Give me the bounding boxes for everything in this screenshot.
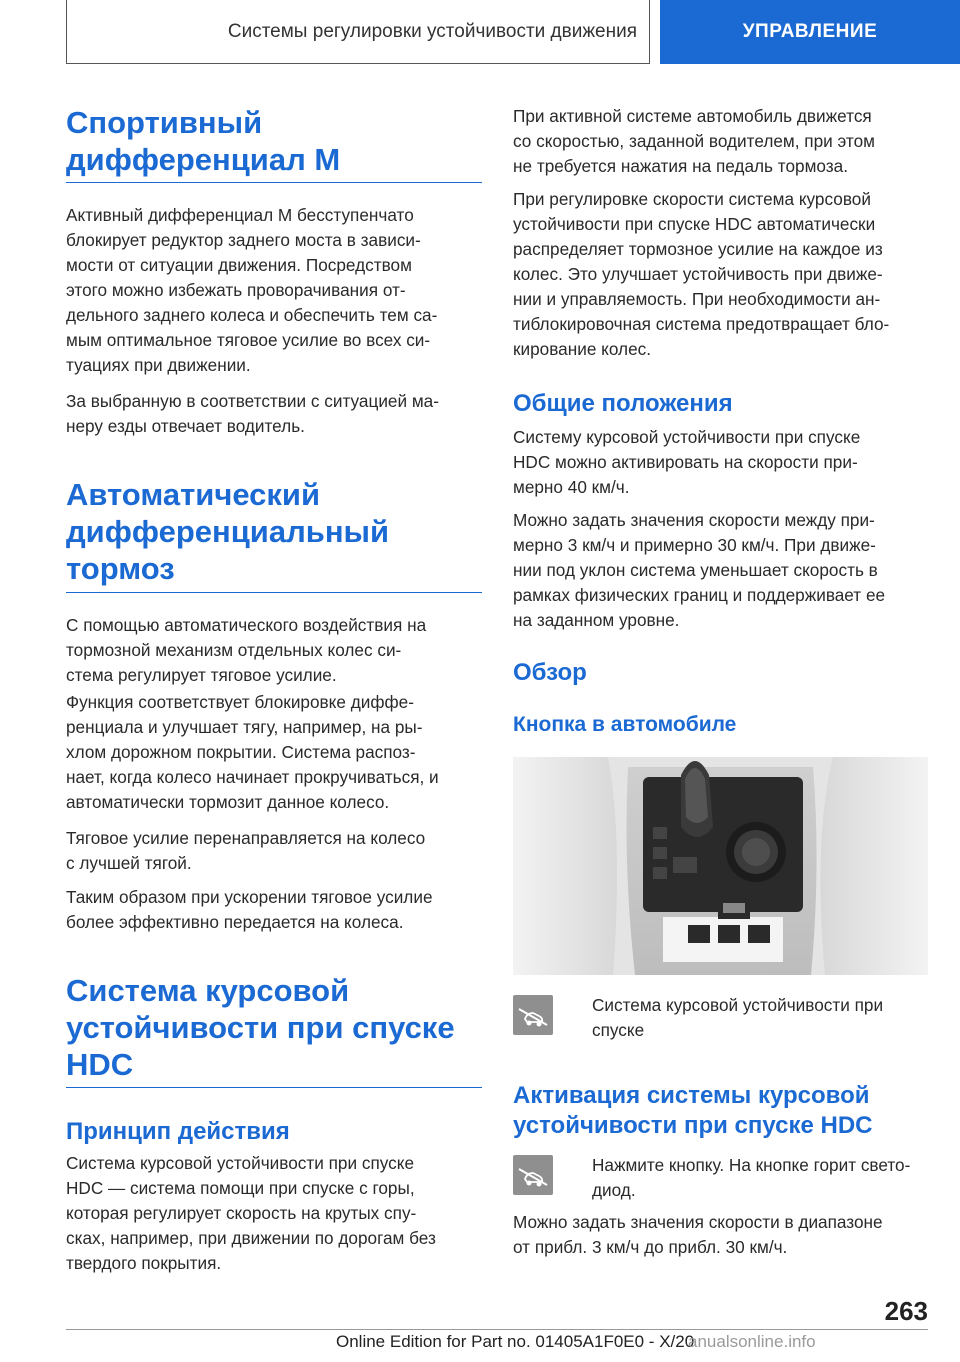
text-line: Таким образом при ускорении тяговое усилие [66, 887, 433, 907]
text-line: сках, например, при движении по дорогам без [66, 1228, 436, 1248]
text-line: диод. [592, 1180, 636, 1200]
heading-rule [66, 1087, 482, 1088]
text-line: кирование колес. [513, 339, 652, 359]
text-line: распределяет тормозное усилие на каждое из [513, 239, 883, 259]
heading-hdc: Система курсовой устойчивости при спуске HDC [66, 973, 455, 1082]
text-line: нии и управляемость. При необходимости ан- [513, 289, 881, 309]
text-line: Функция соответствует блокировке диффе- [66, 692, 414, 712]
paragraph-general-1 [513, 425, 860, 500]
page-number: 263 [884, 1296, 928, 1326]
text-line: При активной системе автомобиль движется [513, 106, 872, 126]
text-line: устойчивости при спуске HDC автоматически [513, 214, 876, 234]
text-line: автоматически тормозит данное колесо. [66, 792, 390, 812]
paragraph-brake-2 [66, 690, 439, 815]
text-line: мости от ситуации движения. Посредством [66, 255, 412, 275]
subheading-activation: Активация системы курсовой устойчивости при спуске HDC [513, 1082, 873, 1139]
text-line: нии под уклон система уменьшает скорость в [513, 560, 878, 580]
text-line: не требуется нажатия на педаль тормоза. [513, 156, 848, 176]
paragraph-general-2 [513, 508, 885, 633]
text-line: этого можно избежать проворачивания от- [66, 280, 406, 300]
text-line: рамках физических границ и поддерживает ее [513, 585, 886, 605]
text-line: от прибл. 3 км/ч до прибл. 30 км/ч. [513, 1237, 788, 1257]
paragraph-regulation [513, 187, 889, 362]
text-line: мерно 40 км/ч. [513, 477, 630, 497]
section-title: Системы регулировки устойчивости движения [66, 0, 650, 64]
text-line: С помощью автоматического воздействия на [66, 615, 427, 635]
text-line: Можно задать значения скорости между при- [513, 510, 875, 530]
heading-rule [66, 592, 482, 593]
footer-watermark: anualsonline.info [688, 1332, 816, 1351]
heading-rule [66, 182, 482, 183]
heading-auto-brake: Автоматический дифференциальный тормоз [66, 477, 390, 586]
text-line: мым оптимальное тяговое усилие во всех си- [66, 330, 431, 350]
text-line: блокирует редуктор заднего моста в зависи- [66, 230, 421, 250]
paragraph-brake-3 [66, 826, 425, 876]
text-line: Активный дифференциал M бесступенчато [66, 205, 414, 225]
text-line: ренциала и улучшает тягу, например, на ры- [66, 717, 423, 737]
text-line: неру езды отвечает водитель. [66, 416, 305, 436]
chapter-tab[interactable]: УПРАВЛЕНИЕ [660, 0, 960, 64]
text-line: HDC можно активировать на скорости при- [513, 452, 858, 472]
paragraph-activation-range [513, 1210, 883, 1260]
heading-sport-diff: Спортивный дифференциал M [66, 105, 341, 177]
footer-rule [66, 1329, 928, 1330]
subheading-general: Общие положения [513, 390, 733, 417]
text-line: HDC — система помощи при спуске с горы, [66, 1178, 415, 1198]
hdc-descent-icon [513, 995, 553, 1035]
icon-instruction [592, 1153, 910, 1203]
text-line: туациях при движении. [66, 355, 251, 375]
center-console-photo [513, 757, 928, 975]
subheading-principle: Принцип действия [66, 1118, 290, 1145]
text-line: более эффективно передается на колеса. [66, 912, 404, 932]
text-line: на заданном уровне. [513, 610, 680, 630]
paragraph-diff-1 [66, 203, 437, 378]
paragraph-brake-4 [66, 885, 433, 935]
text-line: с лучшей тягой. [66, 853, 192, 873]
text-line: Система курсовой устойчивости при спуске [66, 1153, 415, 1173]
icon-caption [592, 993, 883, 1043]
text-line: тормозной механизм отдельных колес си- [66, 640, 402, 660]
text-line: Система курсовой устойчивости при [592, 995, 884, 1015]
text-line: спуске [592, 1020, 645, 1040]
text-line: тиблокировочная система предотвращает бло- [513, 314, 890, 334]
hdc-descent-icon [513, 1155, 553, 1195]
text-line: мерно 3 км/ч и примерно 30 км/ч. При движе- [513, 535, 876, 555]
text-line: Тяговое усилие перенаправляется на колесо [66, 828, 426, 848]
text-line: Нажмите кнопку. На кнопке горит свето- [592, 1155, 911, 1175]
text-line: колес. Это улучшает устойчивость при движе- [513, 264, 883, 284]
text-line: Можно задать значения скорости в диапазоне [513, 1212, 883, 1232]
text-line: хлом дорожном покрытии. Система распоз- [66, 742, 416, 762]
paragraph-active [513, 104, 875, 179]
text-line: При регулировке скорости система курсовой [513, 189, 871, 209]
subheading-button: Кнопка в автомобиле [513, 713, 737, 736]
paragraph-diff-2 [66, 389, 439, 439]
text-line: твердого покрытия. [66, 1253, 222, 1273]
text-line: За выбранную в соответствии с ситуацией ма- [66, 391, 439, 411]
footer-edition: Online Edition for Part no. 01405A1F0E0 - X/20 [336, 1332, 695, 1351]
text-line: дельного заднего колеса и обеспечить тем са- [66, 305, 438, 325]
subheading-overview: Обзор [513, 659, 587, 686]
paragraph-principle [66, 1151, 436, 1276]
text-line: со скоростью, заданной водителем, при этом [513, 131, 875, 151]
text-line: нает, когда колесо начинает прокручиваться, и [66, 767, 439, 787]
paragraph-brake-1 [66, 613, 426, 688]
text-line: Систему курсовой устойчивости при спуске [513, 427, 861, 447]
text-line: которая регулирует скорость на крутых спу- [66, 1203, 417, 1223]
text-line: стема регулирует тяговое усилие. [66, 665, 337, 685]
page-header [66, 0, 960, 64]
